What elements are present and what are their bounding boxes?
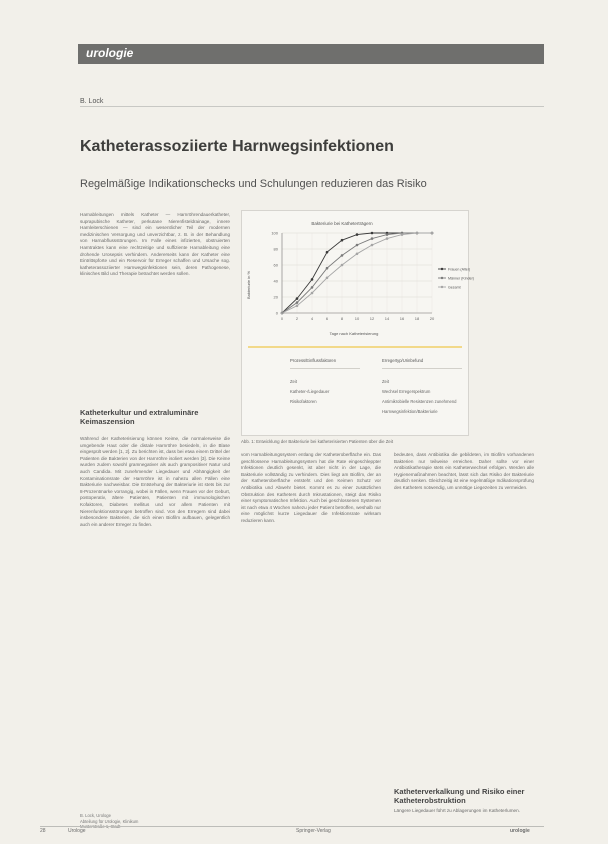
divider [80, 106, 544, 107]
table-left-item-0: Zeit [290, 379, 297, 384]
section-heading-1: Katheterkultur und extraluminäre Keimaszension [80, 408, 199, 426]
page-number: 28 [40, 828, 46, 834]
x-tick-label: 4 [310, 316, 314, 321]
data-point [401, 233, 404, 236]
y-axis-label: Bakteriurie in % [246, 270, 251, 300]
chart-legend [438, 268, 474, 290]
bacteriuria-line-chart [242, 211, 474, 339]
table-right-list [382, 379, 466, 419]
x-tick-label: 18 [414, 316, 420, 321]
y-tick-label: 20 [273, 294, 278, 300]
figure-caption: Abb. 1: Entwicklung der Bakteriurie bei katheterisierten Patienten über die Zeit [241, 439, 394, 444]
x-axis-label: Tage nach Katheterisierung [329, 331, 379, 336]
section-heading-2: Katheterverkalkung und Risiko einer Katheterobstruktion [394, 787, 525, 805]
table-right-item-0: Zeit [382, 379, 389, 384]
legend-marker-0 [441, 268, 443, 270]
table-left-item-2: Risikofaktoren [290, 399, 317, 404]
table-right-rule [382, 368, 462, 369]
data-point [356, 253, 359, 256]
data-point [296, 305, 299, 308]
figure-divider [248, 346, 462, 348]
legend-label-0: Frauen (Alter) [448, 267, 471, 272]
right-tail-text: Längere Liegedauer führt zu Ablagerungen im Katheterlumen. [394, 808, 520, 813]
data-point [371, 237, 374, 240]
data-point [371, 232, 374, 235]
data-point [326, 251, 329, 254]
footer-section: urologie [510, 828, 530, 834]
x-tick-label: 12 [369, 316, 375, 321]
article-subtitle: Regelmäßige Indikationschecks und Schulungen reduzieren das Risiko [80, 178, 427, 190]
data-point [356, 233, 359, 236]
x-tick-label: 14 [384, 316, 390, 321]
author-line: B. Lock [80, 98, 104, 105]
right-tail [394, 808, 534, 815]
legend-label-1: Männer (Kinder) [448, 276, 474, 281]
section-label: urologie [86, 46, 134, 60]
x-tick-label: 10 [354, 316, 360, 321]
right-column [394, 452, 534, 492]
data-point [296, 297, 299, 300]
data-point [431, 232, 434, 235]
y-tick-label: 0 [275, 310, 278, 316]
data-point [356, 244, 359, 247]
data-point [341, 254, 344, 257]
footer-rule [40, 826, 544, 827]
table-right-title: Erregertyp/Urinbefund [382, 358, 424, 363]
table-right-item-2: Antimikrobielle Resistenzen zunehmend [382, 399, 457, 404]
y-tick-label: 80 [273, 246, 278, 252]
body-paragraph-1 [80, 436, 230, 528]
footnote-line-2: Abteilung für Urologie, Klinikum [80, 818, 139, 824]
table-left-rule [290, 368, 360, 369]
footnote [80, 813, 138, 830]
journal-name: Urologe [68, 828, 86, 834]
publisher: Springer-Verlag [296, 828, 331, 834]
middle-column [241, 452, 381, 525]
data-point [416, 232, 419, 235]
section-banner [78, 44, 544, 64]
right-text: bedeuten, dass Antibiotika die gebildeten, im Biofilm vorhandenen Bakterien nur teilweise erreichen. Daher sollte vor einer Antibiotikatherapie stets ein Katheterwechsel erfolgen. Werden alle Hygienemaßnahmen beachtet, lässt sich das Risiko der Bakteriurie deutlich senken. Gleichzeitig ist eine regelmäßige Indikationsprüfung des Katheters notwendig, um unnötige Liegezeiten zu vermeiden. [394, 452, 534, 490]
table-left-title: Prozess/Einflussfaktoren [290, 358, 337, 363]
data-point [326, 267, 329, 270]
x-tick-label: 20 [429, 316, 435, 321]
data-point [311, 286, 314, 289]
data-point [341, 239, 344, 242]
data-point [311, 292, 314, 295]
y-tick-label: 60 [273, 262, 278, 268]
data-point [386, 233, 389, 236]
data-point [311, 278, 314, 281]
y-tick-label: 40 [273, 278, 278, 284]
footnote-line-1: B. Lock, Urologe [80, 813, 111, 818]
x-tick-label: 2 [295, 316, 299, 321]
x-tick-label: 8 [340, 316, 344, 321]
data-point [326, 277, 329, 280]
figure-box [241, 210, 474, 436]
data-point [341, 264, 344, 267]
data-point [371, 244, 374, 247]
article-title: Katheterassoziierte Harnwegsinfektionen [80, 138, 394, 155]
table-right-item-1: Wechsel Erregerspektrum [382, 389, 431, 394]
data-point [386, 237, 389, 240]
x-tick-label: 6 [325, 316, 329, 321]
legend-marker-1 [441, 277, 443, 279]
table-left-list [290, 379, 370, 409]
intro-paragraph [80, 212, 230, 278]
x-tick-label: 0 [280, 316, 284, 321]
legend-label-2: Gesamt [448, 285, 461, 290]
middle-text: vom Harnableitungssystem entlang der Katheteroberfläche ein. Das geschlossene Harnableitungssystem hat die Rate eingeschleppter Infektionen deutlich gesenkt, ist aber nicht in der Lage, die Bakteriurie vollständig zu verhindern. Dies liegt am Biofilm, der an der Katheteroberfläche entsteht und den Keimen Schutz vor Antibiotika und Abwehr bietet. Kommt es zu einer zusätzlichen Obstruktion des Katheters durch Inkrustationen, steigt das Risiko einer symptomatischen Infektion. Auch bei geschlossenen Systemen ist nach etwa 4 Wochen nahezu jeder Patient betroffen, weshalb nur eine möglichst kurze Liegedauer die Infektionsrate wirksam reduzieren kann. [241, 452, 381, 523]
legend-marker-2 [441, 286, 443, 288]
chart-title: Bakteriurie bei Katheterträgern [311, 221, 373, 226]
table-left-item-1: Katheter-/Liegedauer [290, 389, 330, 394]
chart-axes [271, 231, 435, 322]
body-text-1: Während der Katheterisierung können Keime, die normalerweise die umgebende Haut oder die distale Harnröhre besiedeln, in die Blase eingespült werden [1, 2]. Zu berichten ist, dass bei etwa einem Drittel der Patienten die Bakterien von der Harnröhre isoliert werden [3]. Die Keime wurden zudem sowohl gramnegativer als auch grampositiver Natur und auch Candida. Mit zunehmender Liegedauer und Abhängigkeit der Kontaminationsrate der Harnröhre ist in nahezu allen Fällen eine Bakteriurie nachweisbar. Die Entstehung der Bakteriurie ist stets bis zur 8-Prozentmarke vorrangig, wobei in Fällen, wenn Frauen vor der Geburt, postoperativ, ältere Patienten, Patienten mit immunologischen Kofaktoren, Diabetes mellitus und vor allem Patienten mit Nierenfunktionsstörungen betroffen sind. Von den Erregern sind dabei insbesondere Bakterien, die sich einen Biofilm aufbauen, gelegentlich auch ein anderer Erreger zu finden. [80, 436, 230, 527]
table-right-item-3: Harnwegsinfektion/Bakteriurie [382, 409, 438, 414]
x-tick-label: 16 [399, 316, 405, 321]
data-point [296, 301, 299, 304]
intro-text: Harnableitungen mittels Katheter — Harnröhrendauerkatheter, suprapubische Katheter, perkutane Nierenfisteldrainage, innere Harnleiterschienen — sind ein wesentlicher Teil der modernen medizinischen Versorgung und unverzichtbar, z. B. in der Behandlung von Harnabflussstörungen. Im Falle eines infizierten, obstruierten Harntraktes kann eine rechtzeitige und suffiziente Harnableitung eine drohende Urosepsis verhindern. Andererseits kann der Katheter eine Eintrittspforte und ein Reservoir für Erreger schaffen und Ursache sog. katheterassoziierter Harnwegsinfektionen sein, deren Pathogenese, klinisches Bild und Therapie betrachtet werden sollen. [80, 212, 230, 277]
y-tick-label: 100 [271, 230, 278, 236]
